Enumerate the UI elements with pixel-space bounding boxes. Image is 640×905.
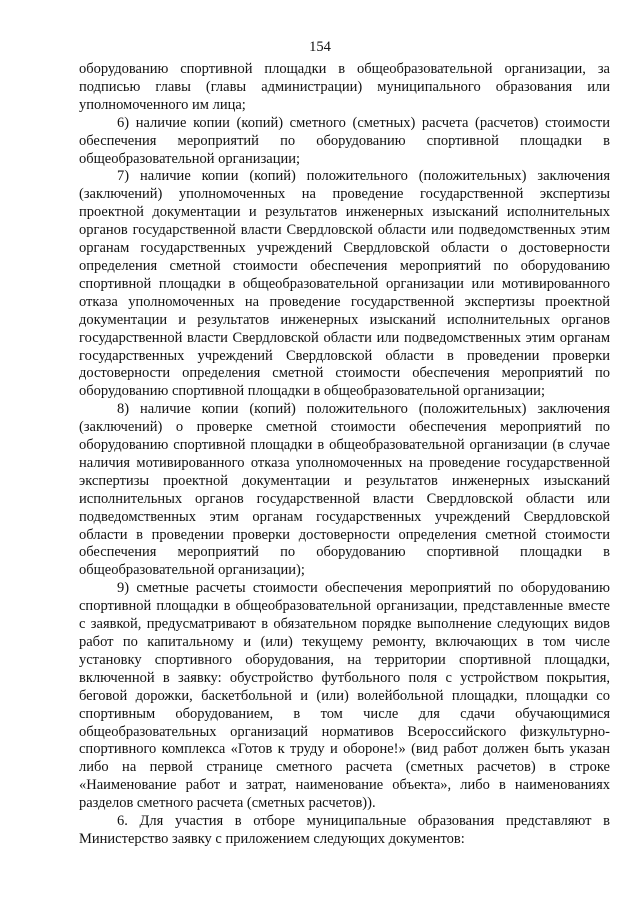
page-number: 154 (309, 39, 331, 55)
paragraph-item-9: 9) сметные расчеты стоимости обеспечения мероприятий по оборудованию спортивной площадки в общеобразовательной организации, представленные вместе с заявкой, предусматривают в обязательном порядке выполнение следующих видов работ по капитальному и (или) текущему ремонту, включающих в том числе установку спортивного оборудования, на территории спортивной площадки, включенной в заявку: обустройство футбольного поля с устройством покрытия, беговой дорожки, баскетбольной и (или) волейбольной площадки, площадки со спортивным оборудованием, в том числе для сдачи обучающимися общеобразовательных организаций нормативов Всероссийского физкультурно-спортивного комплекса «Готов к труду и обороне!» (вид работ должен быть указан либо на первой странице сметного расчета (сметных расчетов) в строке «Наименование работ и затрат, наименование объекта», либо в наименованиях разделов сметного расчета (сметных расчетов)). (79, 580, 610, 812)
body-text (79, 61, 610, 849)
paragraph-item-6: 6) наличие копии (копий) сметного (сметных) расчета (расчетов) стоимости обеспечения мероприятий по оборудованию спортивной площадки в общеобразовательной организации; (79, 114, 610, 167)
paragraph-section-6: 6. Для участия в отборе муниципальные образования представляют в Министерство заявку с приложением следующих документов: (79, 813, 610, 847)
paragraph-item-8: 8) наличие копии (копий) положительного (положительных) заключения (заключений) о проверке сметной стоимости обеспечения мероприятий по оборудованию спортивной площадки в общеобразовательной организации (в случае наличия мотивированного отказа уполномоченных на проведение государственной экспертизы проектной документации и результатов инженерных изысканий исполнительных органов государственной власти Свердловской области или подведомственных этим органам государственных учреждений Свердловской области в проведении проверки достоверности определения сметной стоимости обеспечения мероприятий по оборудованию спортивной площадки в общеобразовательной организации); (79, 401, 610, 579)
paragraph-continuation: оборудованию спортивной площадки в общеобразовательной организации, за подписью главы (главы администрации) муниципального образования или уполномоченного им лица; (79, 61, 610, 113)
paragraph-item-7: 7) наличие копии (копий) положительного (положительных) заключения (заключений) уполномоченных на проведение государственной экспертизы проектной документации и результатов инженерных изысканий исполнительных органов государственной власти Свердловской области или подведомственных этим органам государственных учреждений Свердловской области о достоверности определения сметной стоимости обеспечения мероприятий по оборудованию спортивной площадки в общеобразовательной организации или мотивированного отказа уполномоченных на проведение государственной экспертизы проектной документации и результатов инженерных изысканий исполнительных органов государственной власти Свердловской области или подведомственных этим органам государственных учреждений Свердловской области в проведении проверки достоверности определения сметной стоимости обеспечения мероприятий по оборудованию спортивной площадки в общеобразовательной организации; (79, 168, 610, 400)
